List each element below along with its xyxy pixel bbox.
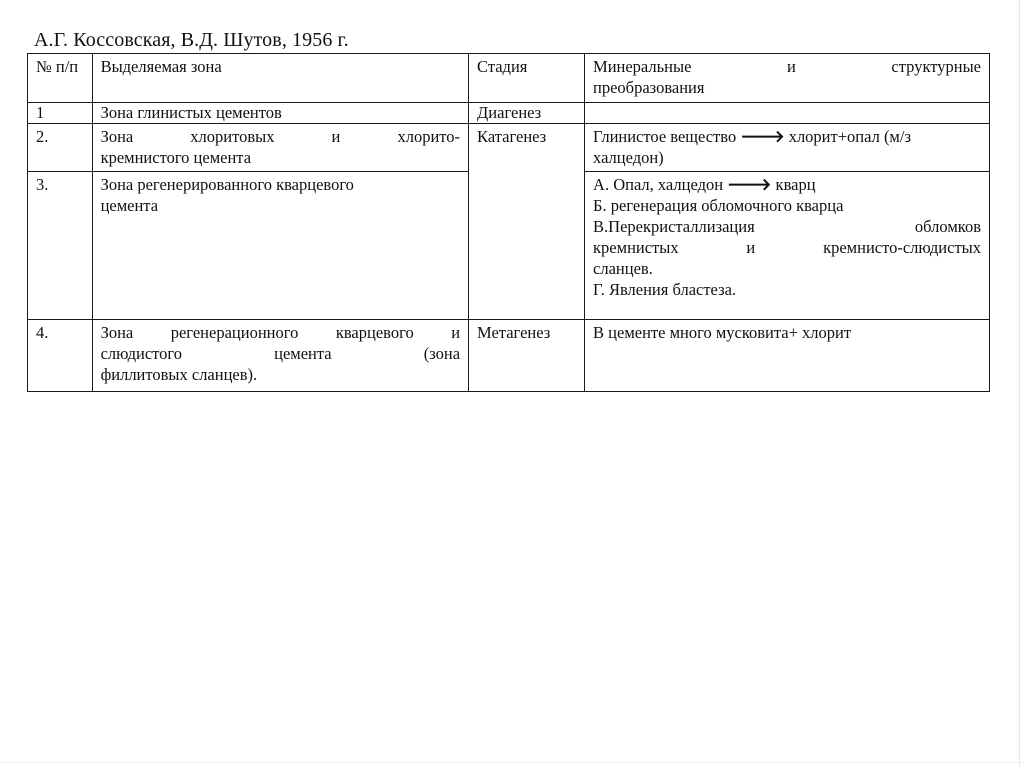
cell-num: 2. <box>28 124 93 172</box>
table-row <box>28 320 990 392</box>
cell-mineral <box>585 103 990 124</box>
cell-num: 3. <box>28 172 93 320</box>
cell-stage: Катагенез <box>469 124 585 320</box>
cell-zone: Зона хлоритовых и хлорито- кремнистого цемента <box>92 124 468 172</box>
cell-mineral: А. Опал, халцедон 🡒 кварц Б. регенерация обломочного кварца В.Перекристаллизация обломков кремнистых и кремнисто-слюдистых сланцев. Г. Явления бластеза. <box>585 172 990 320</box>
arrow-right-icon: 🡒 <box>727 175 772 194</box>
cell-zone: Зона регенерационного кварцевого и слюдистого цемента (зона филлитовых сланцев). <box>92 320 468 392</box>
cell-stage: Диагенез <box>469 103 585 124</box>
slide-content <box>27 28 990 392</box>
header-stage: Стадия <box>469 54 585 103</box>
header-num: № п/п <box>28 54 93 103</box>
cell-mineral: В цементе много мусковита+ хлорит <box>585 320 990 392</box>
slide-edge-bottom <box>0 762 1024 763</box>
cell-num: 4. <box>28 320 93 392</box>
header-zone: Выделяемая зона <box>92 54 468 103</box>
cell-num: 1 <box>28 103 93 124</box>
table-row <box>28 103 990 124</box>
table-header-row <box>28 54 990 103</box>
slide-title: А.Г. Коссовская, В.Д. Шутов, 1956 г. <box>34 29 349 51</box>
cell-zone: Зона регенерированного кварцевого цемента <box>92 172 468 320</box>
table-row <box>28 124 990 172</box>
cell-zone: Зона глинистых цементов <box>92 103 468 124</box>
slide-edge-right <box>1019 0 1020 767</box>
cell-mineral: Глинистое вещество 🡒 хлорит+опал (м/з халцедон) <box>585 124 990 172</box>
header-mineral: Минеральные и структурные преобразования <box>585 54 990 103</box>
arrow-right-icon: 🡒 <box>740 127 785 146</box>
cell-stage: Метагенез <box>469 320 585 392</box>
zones-table <box>27 53 990 392</box>
